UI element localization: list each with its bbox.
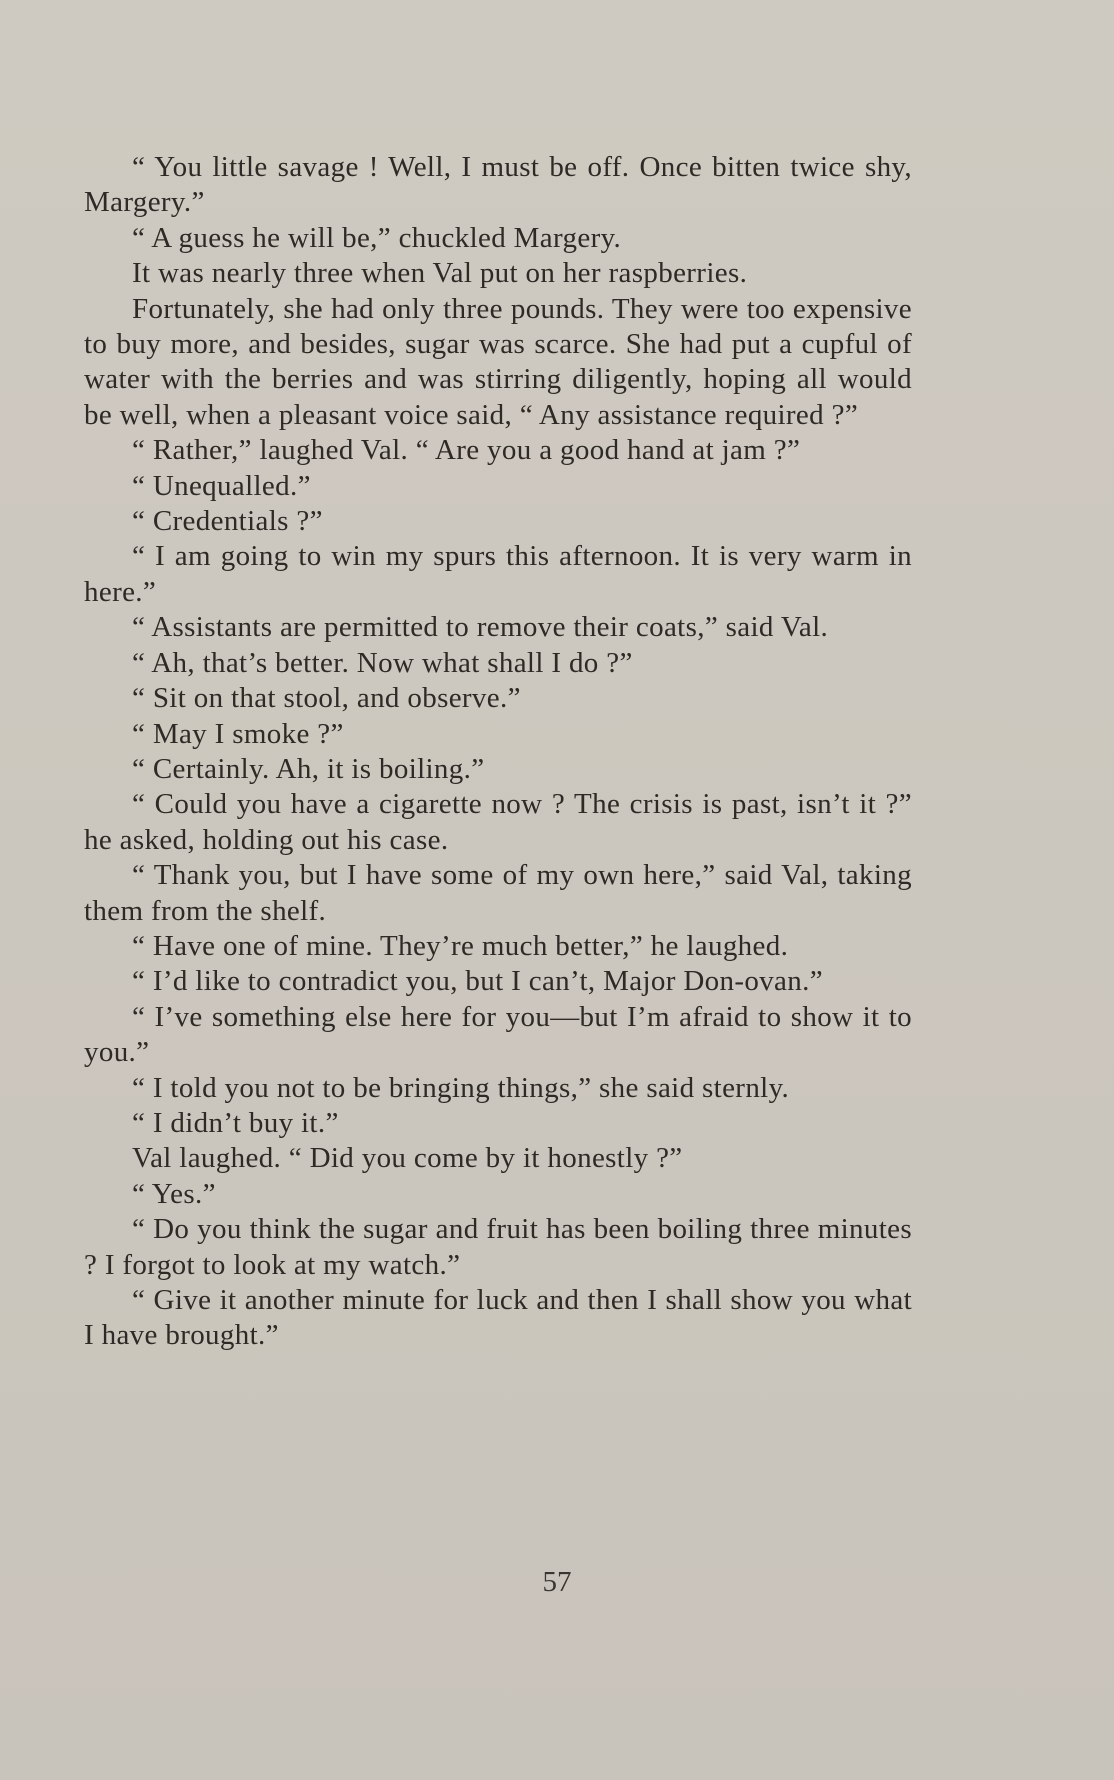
paragraph: “ Have one of mine. They’re much better,” he laughed. bbox=[132, 929, 789, 962]
paragraph: “ Sit on that stool, and observe.” bbox=[132, 682, 521, 715]
paragraph: “ Do you think the sugar and fruit has been boiling three minutes ? I forgot to look at my watch.” bbox=[84, 1213, 912, 1281]
paragraph: “ Credentials ?” bbox=[132, 505, 323, 538]
paragraph: “ Yes.” bbox=[132, 1177, 216, 1210]
paragraph: “ Could you have a cigarette now ? The crisis is past, isn’t it ?” he asked, holding out his case. bbox=[84, 788, 912, 856]
paragraph: Fortunately, she had only three pounds. They were too expensive to buy more, and besides, sugar was scarce. She had put a cupful of water with the berries and was stirring diligently, hoping all would be well, when a pleasant voice said, “ Any assistance required ?” bbox=[84, 292, 912, 431]
paragraph: It was nearly three when Val put on her raspberries. bbox=[132, 257, 748, 290]
paragraph: “ May I smoke ?” bbox=[132, 717, 344, 750]
paragraph: “ I’ve something else here for you—but I’m afraid to show it to you.” bbox=[84, 1000, 912, 1069]
paragraph: “ A guess he will be,” chuckled Margery. bbox=[132, 221, 622, 254]
paragraph: “ I didn’t buy it.” bbox=[132, 1106, 339, 1139]
paragraph: “ You little savage ! Well, I must be off. Once bitten twice shy, Margery.” bbox=[84, 151, 912, 219]
body-text bbox=[84, 150, 912, 1354]
paragraph: “ Assistants are permitted to remove their coats,” said Val. bbox=[132, 611, 829, 644]
paragraph: “ Thank you, but I have some of my own here,” said Val, taking them from the shelf. bbox=[84, 859, 912, 927]
paragraph: “ Ah, that’s better. Now what shall I do ?” bbox=[132, 646, 633, 679]
paragraph: “ I told you not to be bringing things,” she said sternly. bbox=[132, 1071, 790, 1104]
paragraph: “ Certainly. Ah, it is boiling.” bbox=[132, 752, 485, 785]
paragraph: “ I’d like to contradict you, but I can’t, Major Don-ovan.” bbox=[132, 965, 823, 998]
paragraph: “ Rather,” laughed Val. “ Are you a good hand at jam ?” bbox=[132, 434, 801, 467]
paragraph: Val laughed. “ Did you come by it honestly ?” bbox=[132, 1142, 683, 1175]
page-number: 57 bbox=[542, 1566, 572, 1598]
paragraph: “ Unequalled.” bbox=[132, 469, 311, 502]
paragraph: “ I am going to win my spurs this afternoon. It is very warm in here.” bbox=[84, 540, 912, 608]
paragraph: “ Give it another minute for luck and then I shall show you what I have brought.” bbox=[84, 1284, 912, 1352]
